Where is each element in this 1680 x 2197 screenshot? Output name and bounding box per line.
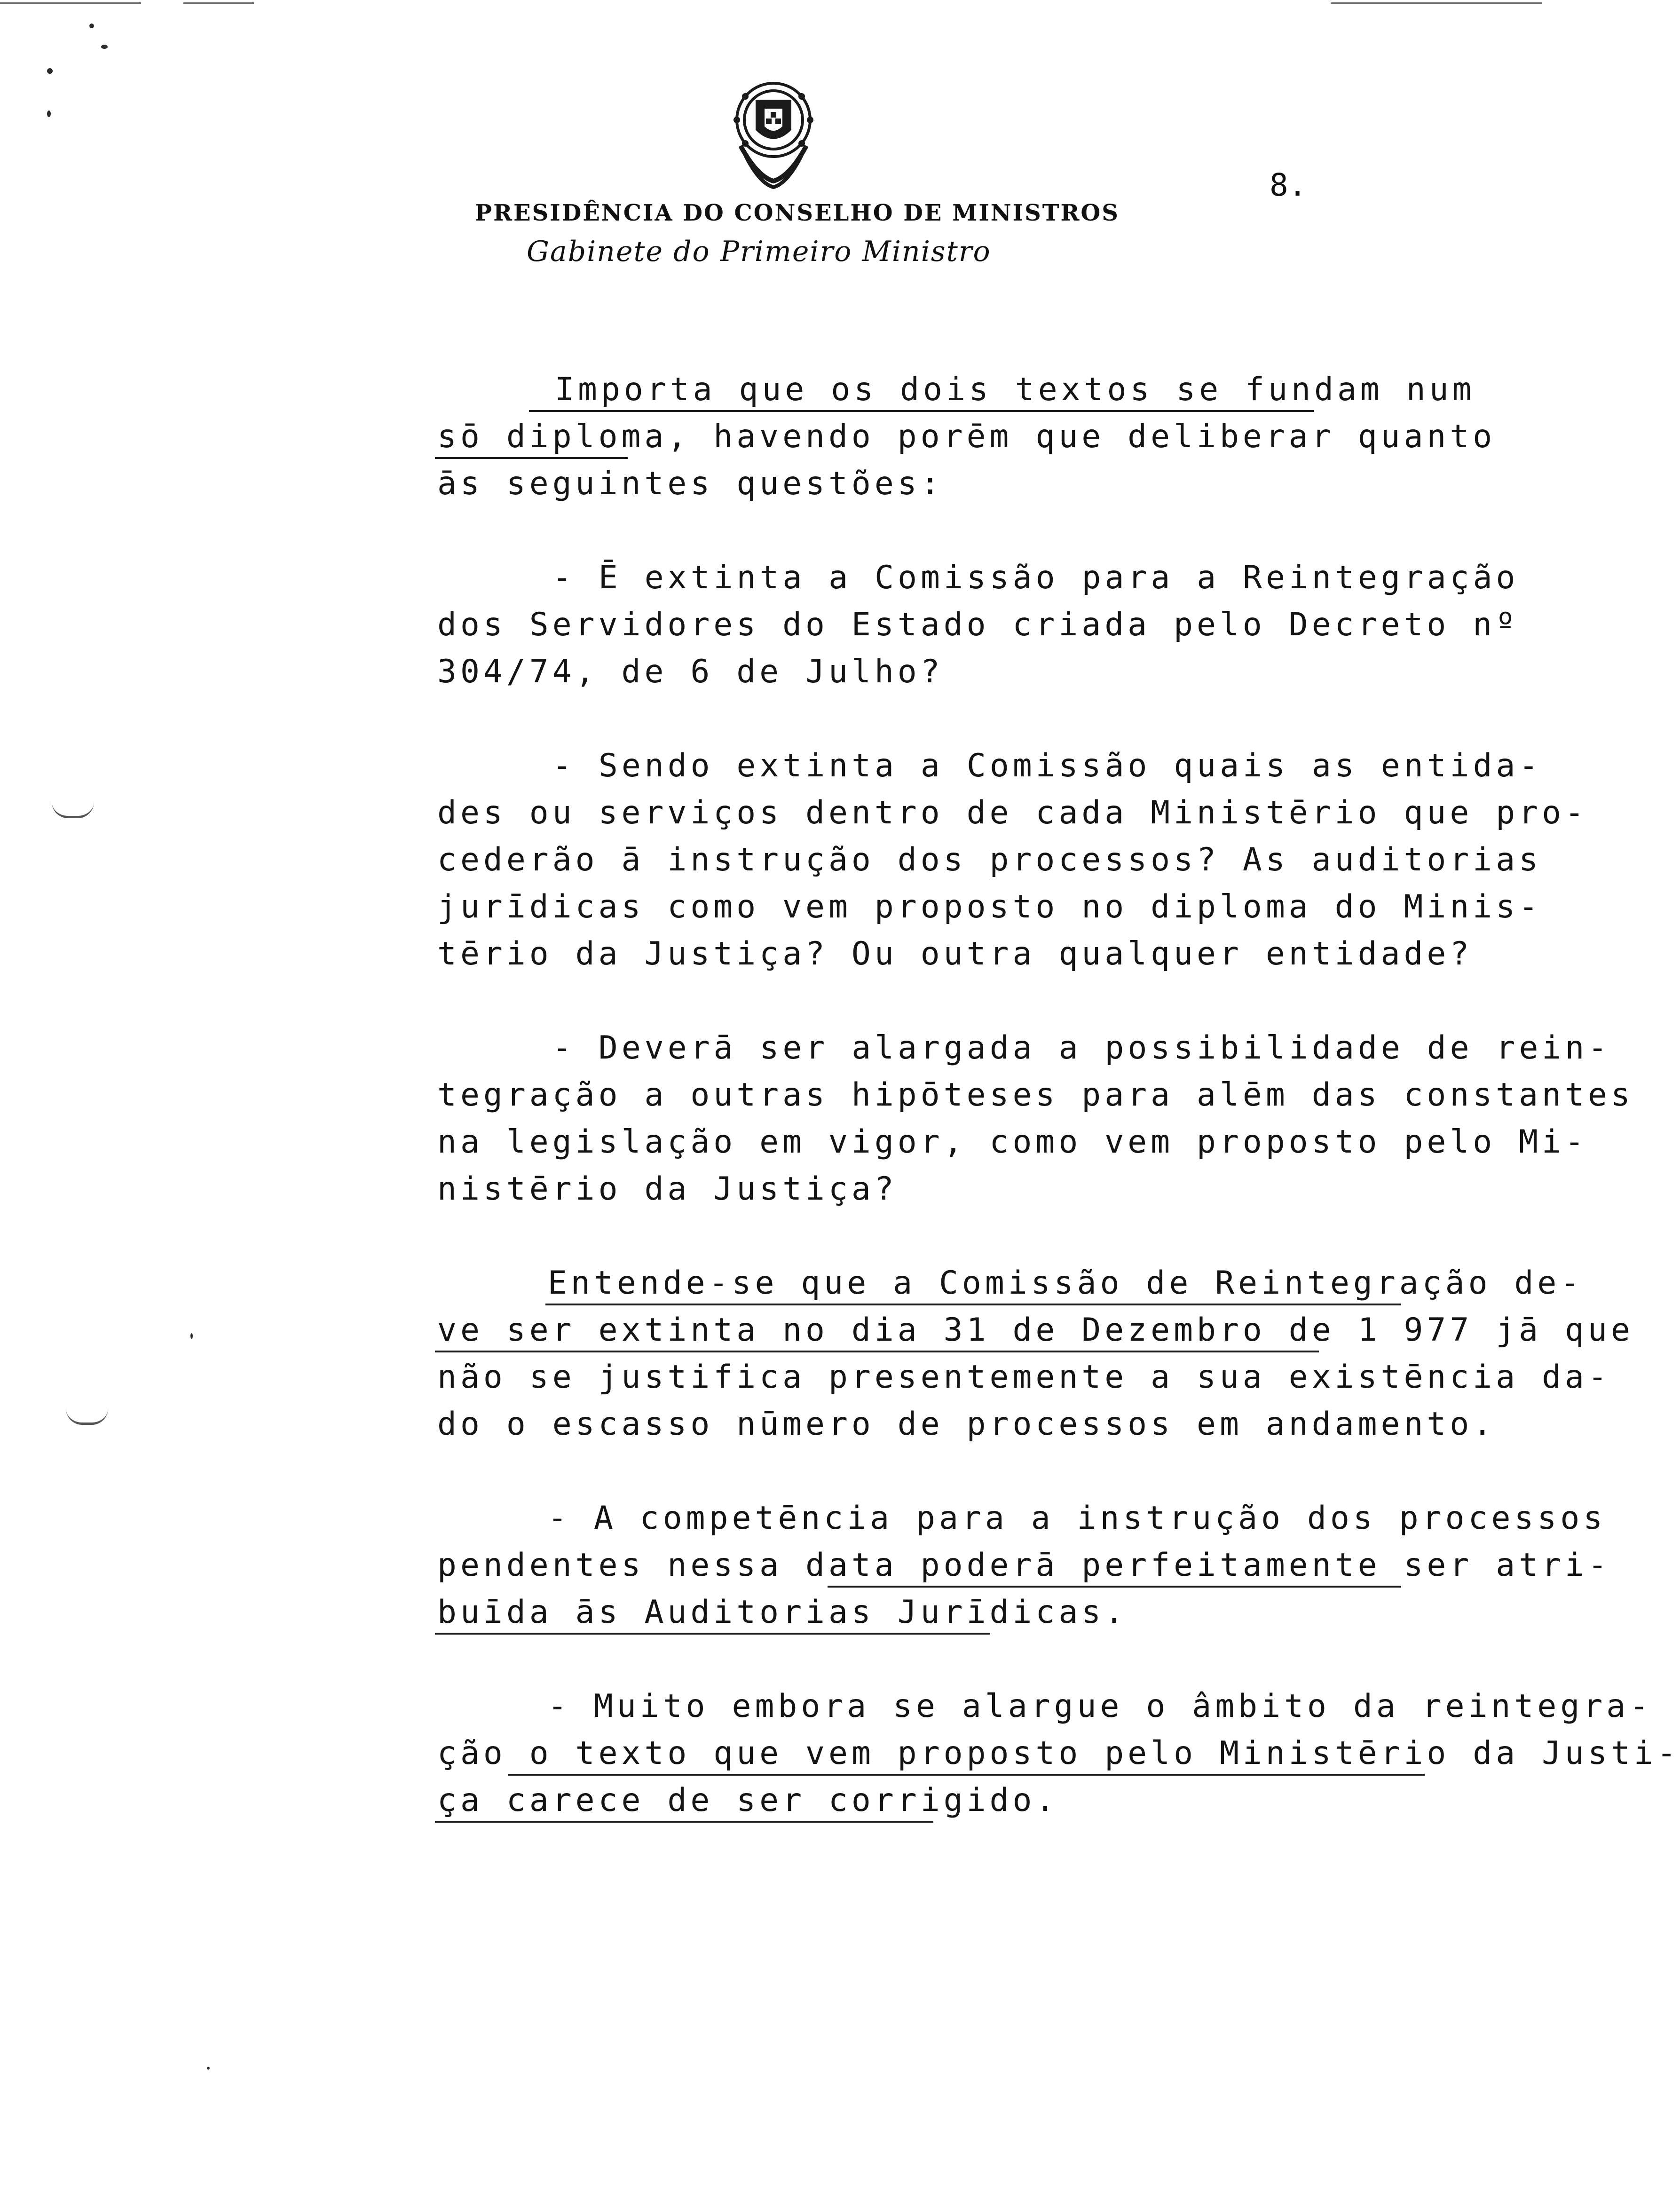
page-number: 8.: [1270, 167, 1307, 203]
paragraph-line: tērio da Justiça? Ou outra qualquer entidade?: [437, 935, 1473, 972]
punch-hole-mark: [52, 802, 94, 818]
paragraph-line: ção o texto que vem proposto pelo Ministērio da Justi-: [437, 1735, 1680, 1772]
underline-mark: [828, 1586, 1401, 1588]
paragraph-line: buīda ās Auditorias Jurīdicas.: [437, 1594, 1128, 1631]
scan-edge-line: [0, 2, 141, 4]
paragraph-line: - Muito embora se alargue o âmbito da reintegra-: [548, 1688, 1653, 1725]
underline-mark: [435, 1633, 990, 1635]
institution-title: PRESIDÊNCIA DO CONSELHO DE MINISTROS: [475, 200, 1120, 226]
paragraph-line: dos Servidores do Estado criada pelo Decreto nº: [437, 606, 1519, 643]
punch-hole-mark: [66, 1408, 108, 1425]
underline-mark: [545, 1304, 1401, 1305]
paragraph-line: pendentes nessa data poderā perfeitamente ser atri-: [437, 1547, 1611, 1584]
paragraph-line: do o escasso nūmero de processos em andamento.: [437, 1406, 1496, 1443]
scan-speck: [89, 24, 94, 28]
paragraph-line: ās seguintes questões:: [437, 465, 944, 502]
underline-mark: [435, 1351, 1319, 1352]
paragraph-line: Entende-se que a Comissão de Reintegração de-: [548, 1264, 1584, 1302]
paragraph-line: - Sendo extinta a Comissão quais as entida-: [552, 747, 1542, 784]
scan-speck: [47, 111, 51, 117]
underline-mark: [508, 1774, 1425, 1776]
paragraph-line: Importa que os dois textos se fundam num: [555, 371, 1475, 408]
scan-edge-line: [183, 2, 254, 4]
coat-of-arms-emblem: [712, 75, 835, 193]
underline-mark: [435, 457, 628, 459]
paragraph-line: ve ser extinta no dia 31 de Dezembro de 1 977 jā que: [437, 1312, 1634, 1349]
paragraph-line: des ou serviços dentro de cada Ministērio que pro-: [437, 794, 1588, 831]
scan-edge-line: [1331, 2, 1542, 4]
paragraph-line: ça carece de ser corrigido.: [437, 1782, 1059, 1819]
paragraph-line: sō diploma, havendo porēm que deliberar quanto: [437, 418, 1496, 455]
paragraph-line: - Ē extinta a Comissão para a Reintegração: [552, 559, 1519, 596]
underline-mark: [435, 1821, 933, 1823]
scan-speck: [47, 68, 53, 74]
paragraph-line: - Deverā ser alargada a possibilidade de rein-: [552, 1029, 1611, 1067]
paragraph-line: - A competēncia para a instrução dos processos: [548, 1500, 1607, 1537]
paragraph-line: nistērio da Justiça?: [437, 1170, 898, 1208]
office-subtitle: Gabinete do Primeiro Ministro: [527, 235, 991, 268]
paragraph-line: tegração a outras hipōteses para alēm das constantes: [437, 1076, 1634, 1114]
paragraph-line: na legislação em vigor, como vem proposto pelo Mi-: [437, 1123, 1588, 1161]
scan-speck: [207, 2067, 210, 2070]
underline-mark: [529, 410, 1314, 412]
scan-speck: [190, 1333, 193, 1339]
paragraph-line: não se justifica presentemente a sua existēncia da-: [437, 1359, 1611, 1396]
paragraph-line: cederão ā instrução dos processos? As auditorias: [437, 841, 1542, 878]
scan-speck: [101, 45, 108, 49]
paragraph-line: 304/74, de 6 de Julho?: [437, 653, 944, 690]
paragraph-line: jurīdicas como vem proposto no diploma do Minis-: [437, 888, 1542, 925]
